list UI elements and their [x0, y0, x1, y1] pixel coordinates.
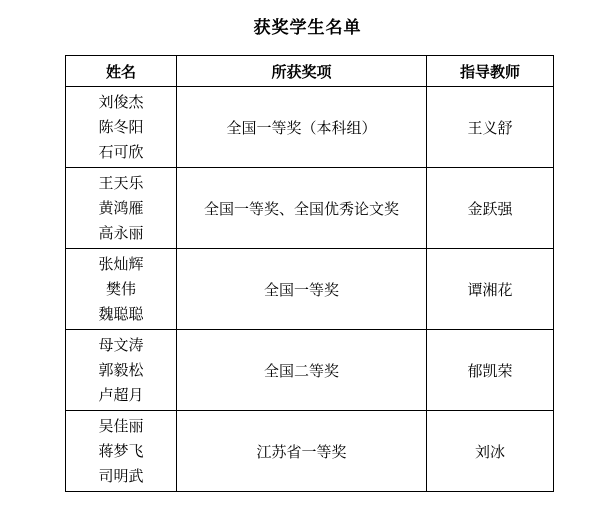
header-name: 姓名	[66, 56, 177, 87]
student-name: 吴佳丽	[98, 416, 144, 435]
student-names-cell	[66, 168, 177, 249]
student-name: 郭毅松	[98, 360, 144, 379]
header-teacher: 指导教师	[427, 56, 554, 87]
table-row	[66, 249, 554, 330]
teacher-cell: 王义舒	[427, 87, 554, 168]
table-row	[66, 330, 554, 411]
student-name: 蒋梦飞	[98, 441, 144, 460]
student-names-cell	[66, 411, 177, 492]
student-names-cell	[66, 249, 177, 330]
student-name: 黄鸿雁	[98, 198, 144, 217]
award-cell: 全国一等奖	[177, 249, 427, 330]
student-name: 卢超月	[98, 385, 144, 404]
table-header-row	[66, 56, 554, 87]
teacher-cell: 郁凯荣	[427, 330, 554, 411]
header-award: 所获奖项	[177, 56, 427, 87]
student-name: 高永丽	[98, 223, 144, 242]
student-name: 母文涛	[98, 335, 144, 354]
student-name: 石可欣	[98, 142, 144, 161]
table-row	[66, 168, 554, 249]
award-cell: 全国一等奖（本科组）	[177, 87, 427, 168]
student-name: 张灿辉	[98, 254, 144, 273]
student-name: 刘俊杰	[98, 92, 144, 111]
student-name: 陈冬阳	[98, 117, 144, 136]
student-name: 王天乐	[98, 173, 144, 192]
award-cell: 全国二等奖	[177, 330, 427, 411]
student-names-cell	[66, 87, 177, 168]
award-cell: 江苏省一等奖	[177, 411, 427, 492]
page-title: 获奖学生名单	[253, 18, 362, 38]
student-name: 樊伟	[105, 279, 136, 298]
teacher-cell: 金跃强	[427, 168, 554, 249]
teacher-cell: 谭湘花	[427, 249, 554, 330]
award-winners-table	[65, 55, 554, 492]
student-names-cell	[66, 330, 177, 411]
student-name: 司明武	[98, 466, 144, 485]
award-cell: 全国一等奖、全国优秀论文奖	[177, 168, 427, 249]
table-row	[66, 87, 554, 168]
student-name: 魏聪聪	[98, 304, 144, 323]
table-row	[66, 411, 554, 492]
teacher-cell: 刘冰	[427, 411, 554, 492]
